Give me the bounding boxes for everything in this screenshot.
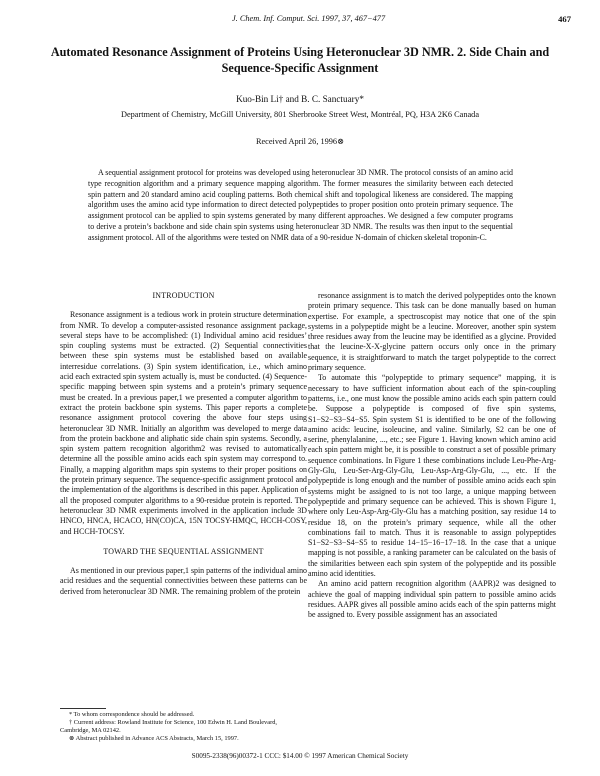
affiliation: Department of Chemistry, McGill University, 801 Sherbrooke Street West, Montréal, PQ, H3A 2K6 Canada: [120, 110, 480, 119]
footnote-abstract-published: ⊗ Abstract published in Advance ACS Abstracts, March 15, 1997.: [69, 735, 239, 742]
left-column: [60, 291, 307, 597]
paragraph-matching: resonance assignment is to match the derived polypeptides onto the known protein primary sequence. This task can be done manually based on human expertise. For example, a spectroscopist may notice that one of the spin systems in a polypeptide might be a leucine. Moreover, another spin system three residues away from the leucine may be identified as a glycine. Provided that the leucine-X-X-glycine pattern occurs only once in the primary sequence, it is straightforward to match the target polypeptide to the correct primary sequence.: [308, 291, 556, 373]
abstract: A sequential assignment protocol for proteins was developed using heteronuclear 3D NMR. The protocol consists of an amino acid type recognition algorithm and a primary sequence mapping algorithm. The former measures the similarity between each detected spin pattern and 20 standard amino acid coupling patterns. Both chemical shift and topological likeness are considered. The mapping algorithm uses the amino acid type information to direct detected polypeptides to proper position onto protein primary sequence. The assignment protocol can be applied to spin systems generated by many different approaches. We designed a few computer programs to derive a protein’s backbone and side chain spin systems using heteronuclear 3D NMR. The results was then input to the sequential assignment protocol. All of the algorithms were tested on NMR data of a 90-residue N-domain of chicken skeletal troponin-C.: [88, 168, 513, 242]
section-heading-sequential-assignment: TOWARD THE SEQUENTIAL ASSIGNMENT: [103, 546, 264, 556]
received-date: Received April 26, 1996⊗: [255, 137, 345, 146]
page-number: 467: [558, 14, 571, 24]
paragraph-aapr: An amino acid pattern recognition algorithm (AAPR)2 was designed to achieve the goal of mapping individual spin pattern to possible amino acids residues. AAPR gives all possible amino acids each of the spin patterns might be assigned to. Every possible assignment has an associated: [308, 579, 556, 620]
right-column: [308, 291, 556, 621]
journal-reference: J. Chem. Inf. Comput. Sci. 1997, 37, 467−477: [232, 14, 386, 23]
author-list: Kuo-Bin Li† and B. C. Sanctuary*: [236, 94, 364, 104]
toward-paragraph: As mentioned in our previous paper,1 spin patterns of the individual amino acid residues and the sequential connectivities between these patterns can be derived from heteronuclear 3D NMR. The remaining problem of the protein: [60, 566, 307, 596]
journal-header: [0, 14, 600, 26]
paragraph-automation: To automate this “polypeptide to primary sequence” mapping, it is necessary to have sufficient information about each of the spin-coupling patterns, i.e., one must know the possible amino acids each spin pattern could be. Suppose a polypeptide is composed of five spin systems, S1−S2−S3−S4−S5. Spin system S1 is identified to be one of the following amino acids: leucine, isoleucine, and valine. Similarly, S2 can be one of serine, phenylalanine, ..., etc.; see Figure 1. Having known which amino acid each spin pattern might be, it is possible to construct a set of possible primary sequence combinations. In Figure 1 these combinations include Leu-Phe-Arg-Gly-Glu, Leu-Ser-Arg-Gly-Glu, Leu-Asp-Arg-Gly-Glu, ..., etc. If the polypeptide is long enough and the number of possible amino acids each spin systems might be assigned to is not too large, a unique mapping between polypeptide and primary sequence can be achieved. This is shown Figure 1, where only Leu-Asp-Arg-Gly-Glu has a matching position, say residue 14 to residue 18, on the protein’s primary sequence, while all the other combinations fail to match. Thus it is reasonable to assign polypeptides S1−S2−S3−S4−S5 to residue 14−15−16−17−18. In the case that a unique mapping is not possible, a ranking parameter can be calculated on the basis of the similarities between each spin system of the polypeptide and its possible amino acid identities.: [308, 373, 556, 579]
section-heading-introduction: INTRODUCTION: [152, 291, 215, 300]
footnote-correspondence: * To whom correspondence should be addressed.: [69, 711, 195, 718]
footnotes: [60, 708, 307, 743]
footnote-rule: [60, 708, 106, 709]
footnote-current-address: † Current address: Rowland Institute for Science, 100 Edwin H. Land Boulevard, Cambridge, MA 02142.: [60, 719, 278, 734]
article-title: Automated Resonance Assignment of Proteins Using Heteronuclear 3D NMR. 2. Side Chain and Sequence-Specific Assignment: [50, 45, 550, 75]
intro-paragraph: Resonance assignment is a tedious work in protein structure determination from NMR. To develop a computer-assisted resonance assignment package, several steps have to be accomplished: (1) Individual amino acid residues’ spin coupling systems must be extracted. (2) Sequential connectivities between these spin systems must be established based on available interresidue correlations. (3) Spin system identification, i.e., which amino acid each extracted spin system actually is, must be conducted. (4) Sequence-specific mapping between spin systems and a protein’s primary sequence must be created. In a previous paper,1 we presented a computer algorithm to extract the protein backbone spin systems. This paper reports a complete resonance assignment protocol covering the above four steps using heteronuclear 3D NMR. Initially an algorithm was developed to merge data from the protein backbone and aliphatic side chain spin systems. Secondly, a spin system pattern recognition algorithm2 was revised to automatically determine all the possible amino acids each spin system may correspond to. Finally, a mapping algorithm maps spin systems to their proper positions on the protein primary sequence. The sequence-specific assignment protocol and the implementation of the algorithms is described in this paper. Application of all the proposed computer algorithms to a 90-residue protein is reported. The heteronuclear 3D NMR experiments involved in the application include 3D HNCO, HNCA, HCACO, HN(CO)CA, 15N TOCSY-HMQC, HCCH-COSY, and HCCH-TOCSY.: [60, 310, 307, 536]
copyright-footer: S0095-2338(96)00372-1 CCC: $14.00 © 1997 American Chemical Society: [191, 752, 409, 760]
